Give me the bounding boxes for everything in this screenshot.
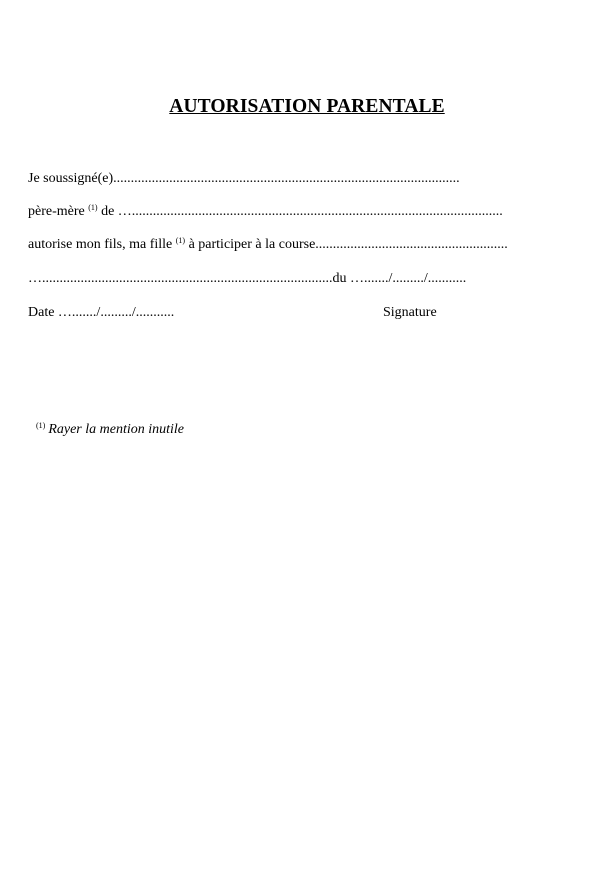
line-autorise-text: autorise mon fils, ma fille bbox=[28, 237, 176, 252]
footnote-text: Rayer la mention inutile bbox=[48, 422, 185, 437]
footnote-mark: (1) bbox=[36, 421, 46, 430]
footnote-reference: (1) bbox=[88, 203, 98, 212]
line-soussigne: Je soussigné(e)................................................................................................... bbox=[28, 171, 460, 186]
line-course-date: …...................................................................................du …......./........./........... bbox=[28, 271, 467, 286]
signature-label: Signature bbox=[383, 305, 437, 320]
footnote-reference: (1) bbox=[175, 236, 186, 245]
date-line: Date …......./........./........... bbox=[28, 305, 175, 320]
line-pere-mere-fill: de ….......................................................................................................... bbox=[97, 204, 503, 219]
line-autorise bbox=[28, 236, 508, 254]
line-pere-mere-text: père-mère bbox=[28, 204, 89, 219]
document-title: AUTORISATION PARENTALE bbox=[169, 96, 445, 117]
line-autorise-fill: à participer à la course....................................................... bbox=[185, 237, 508, 252]
footnote bbox=[36, 421, 184, 439]
line-pere-mere bbox=[28, 203, 503, 221]
